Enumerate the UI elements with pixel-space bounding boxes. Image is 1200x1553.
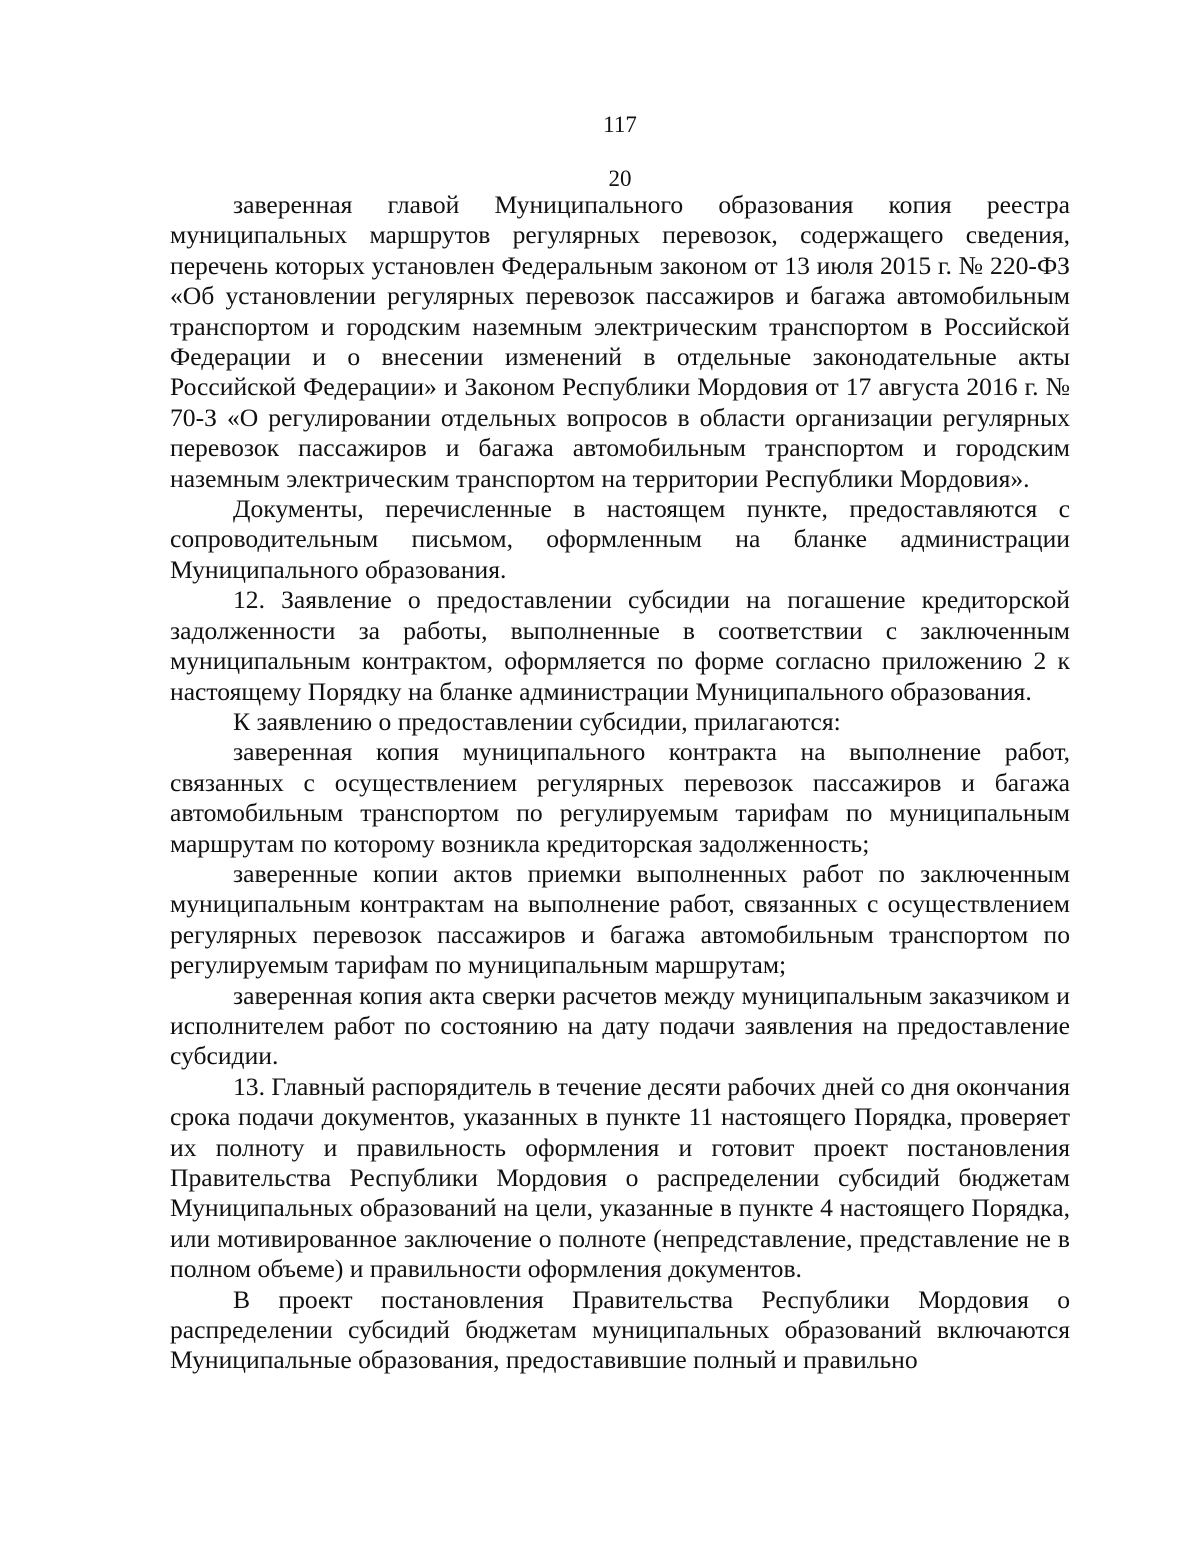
- paragraph-item-13: 13. Главный распорядитель в течение десяти рабочих дней со дня окончания срока подачи документов, указанных в пункте 11 настоящего Порядка, проверяет их полноту и правильность оформления и готовит проект постановления Правительства Республики Мордовия о распределении субсидий бюджетам Муниципальных образований на цели, указанные в пункте 4 настоящего Порядка, или мотивированное заключение о полноте (непредставление, представление не в полном объеме) и правильности оформления документов.: [170, 1071, 1070, 1284]
- paragraph-attachments-intro: К заявлению о предоставлении субсидии, прилагаются:: [233, 706, 841, 736]
- page-number-outer: 117: [603, 112, 637, 137]
- paragraph-registry-copy: заверенная главой Муниципального образования копия реестра муниципальных маршрутов регулярных перевозок, содержащего сведения, перечень которых установлен Федеральным законом от 13 июля 2015 г. № 220-ФЗ «Об установлении регулярных перевозок пассажиров и багажа автомобильным транспортом и городским наземным электрическим транспортом в Российской Федерации и о внесении изменений в отдельные законодательные акты Российской Федерации» и Законом Республики Мордовия от 17 августа 2016 г. № 70-З «О регулировании отдельных вопросов в области организации регулярных перевозок пассажиров и багажа автомобильным транспортом и городским наземным электрическим транспортом на территории Республики Мордовия».: [170, 190, 1070, 493]
- paragraph-item-12: 12. Заявление о предоставлении субсидии на погашение кредиторской задолженности за работы, выполненные в соответствии с заключенным муниципальным контрактом, оформляется по форме согласно приложению 2 к настоящему Порядку на бланке администрации Муниципального образования.: [170, 585, 1070, 706]
- paragraph-resolution-draft: В проект постановления Правительства Республики Мордовия о распределении субсидий бюджетам муниципальных образований включаются Муниципальные образования, предоставившие полный и правильно: [170, 1284, 1070, 1375]
- paragraph-contract-copy: заверенная копия муниципального контракта на выполнение работ, связанных с осуществлением регулярных перевозок пассажиров и багажа автомобильным транспортом по регулируемым тарифам по муниципальным маршрутам по которому возникла кредиторская задолженность;: [170, 737, 1070, 858]
- paragraph-acceptance-acts: заверенные копии актов приемки выполненных работ по заключенным муниципальным контрактам на выполнение работ, связанных с осуществлением регулярных перевозок пассажиров и багажа автомобильным транспортом по регулируемым тарифам по муниципальным маршрутам;: [170, 858, 1070, 980]
- page-number-inner: 20: [608, 166, 632, 191]
- paragraph-cover-letter: Документы, перечисленные в настоящем пункте, предоставляются с сопроводительным письмом, оформленным на бланке администрации Муниципального образования.: [170, 494, 1070, 584]
- document-body: [170, 190, 1070, 1376]
- paragraph-reconciliation-act: заверенная копия акта сверки расчетов между муниципальным заказчиком и исполнителем работ по состоянию на дату подачи заявления на предоставление субсидии.: [170, 980, 1070, 1071]
